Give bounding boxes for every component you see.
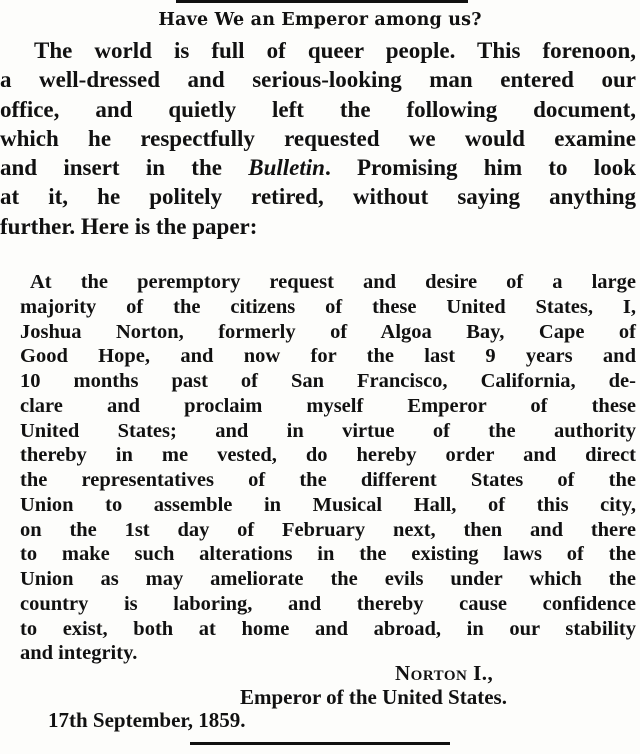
proclamation-line: Joshua Norton, formerly of Algoa Bay, Cape of [20,320,636,343]
headline: Have We an Emperor among us? [158,10,482,30]
proclamation-line: United States; and in virtue of the authority [20,419,636,442]
proclamation-line: clare and proclaim myself Emperor of these [20,394,636,417]
intro-line: a well-dressed and serious-looking man entered our [0,67,636,93]
proclamation-line: thereby in me vested, do hereby order and direct [20,444,636,467]
proclamation-line: the representatives of the different States of the [20,469,636,491]
intro-line: office, and quietly left the following document, [0,96,636,122]
dateline: 17th September, 1859. [48,708,246,732]
intro-line: further. Here is the paper: [0,213,258,239]
proclamation-line: on the 1st day of February next, then and there [20,518,636,541]
intro-line: The world is full of queer people. This forenoon, [34,38,636,63]
proclamation-line: Union to assemble in Musical Hall, of this city, [20,493,636,516]
proclamation-line: country is laboring, and thereby cause confidence [20,592,636,615]
intro-line: which he respectfully requested we would examine [0,125,636,151]
proclamation-line: majority of the citizens of these United States, I, [20,295,636,318]
proclamation-line: to exist, both at home and abroad, in our stability [20,617,636,640]
proclamation-line: 10 months past of San Francisco, California, de- [20,370,636,392]
proclamation-line: to make such alterations in the existing laws of the [20,543,636,566]
intro-line: at it, he politely retired, without saying anything [0,184,636,210]
intro-paragraph [0,36,636,241]
newspaper-name: Bulletin [248,155,325,181]
signature-name: Norton I., [395,661,494,685]
signature-title: Emperor of the United States. [240,685,507,709]
intro-line-start: and insert in the [0,155,249,181]
top-rule [176,0,468,3]
proclamation-line: and integrity. [20,642,138,665]
proclamation-line: At the peremptory request and desire of a large [30,271,636,293]
intro-line [0,153,636,182]
proclamation-text [20,270,636,666]
bottom-rule [190,742,450,745]
intro-line-end: . Promising him to look [324,155,636,181]
proclamation-line: Union as may ameliorate the evils under which the [20,568,636,590]
proclamation-line: Good Hope, and now for the last 9 years and [20,345,636,368]
